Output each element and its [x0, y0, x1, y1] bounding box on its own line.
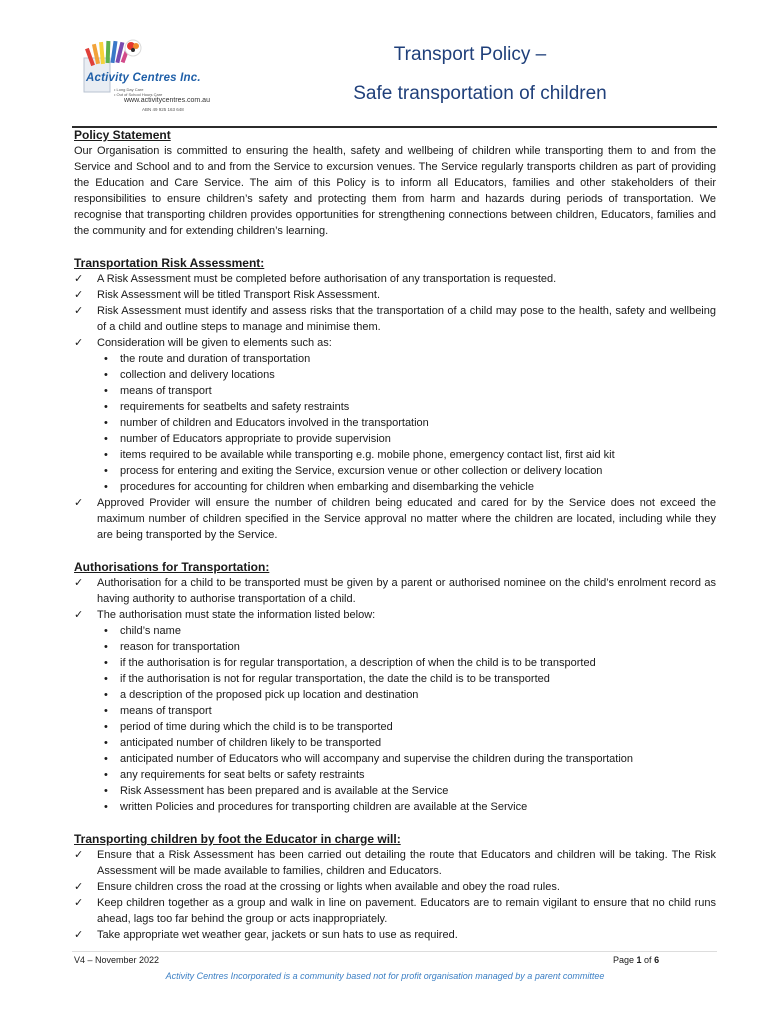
list-item: • collection and delivery locations [104, 369, 275, 381]
bullet-icon: • [104, 689, 108, 701]
bullet-icon: • [104, 705, 108, 717]
list-item: • anticipated number of Educators who will accompany and supervise the children during the transportation [104, 753, 634, 765]
list-item: ✓ A Risk Assessment must be completed before authorisation of any transportation is requested. [74, 273, 557, 285]
checkmark-icon: ✓ [74, 897, 84, 909]
bullet-icon: • [104, 625, 108, 637]
list-item: ✓ Consideration will be given to elements such as: • the route and duration of transportation • collection and delivery locations • means of transport • requirements for seatbelts and safety restraints • number of children and Educators involved in the transportation • number of Educators appropriate to provide supervision • items required to be available while transporting e.g. mobile phone, emergency contact list, first aid kit • process for entering and exiting the Service, excursion venue or other collection or delivery location • procedures for accounting for children when embarking and disembarking the vehicle [74, 335, 716, 495]
bullet-icon: • [104, 801, 108, 813]
logo-abn: ABN 49 925 163 648 [142, 107, 184, 112]
list-item: • items required to be available while transporting e.g. mobile phone, emergency contact list, first aid kit [104, 449, 615, 461]
list-item: • means of transport [104, 705, 212, 717]
transport-by-foot-heading: Transporting children by foot the Educator in charge will: [74, 832, 401, 846]
bullet-icon: • [104, 369, 108, 381]
list-item: • period of time during which the child is to be transported [104, 721, 393, 733]
authorisations-heading: Authorisations for Transportation: [74, 560, 270, 574]
bullet-icon: • [104, 465, 108, 477]
list-item: ✓ Authorisation for a child to be transported must be given by a parent or authorised nominee on the child’s enrolment record as having authority to authorise transportation of a child. [74, 577, 716, 605]
list-item: ✓ Keep children together as a group and walk in line on pavement. Educators are to remain vigilant to ensure that no child runs ahead, lags too far behind the group or acts inappropriately. [74, 897, 716, 925]
footer-tagline: Activity Centres Incorporated is a community based not for profit organisation managed by a parent committee [165, 971, 605, 981]
bullet-icon: • [104, 673, 108, 685]
bullet-icon: • [104, 433, 108, 445]
risk-assessment-list [74, 271, 716, 543]
policy-statement-heading: Policy Statement [74, 128, 171, 142]
bullet-icon: • [104, 785, 108, 797]
bullet-icon: • [104, 401, 108, 413]
list-item: ✓ Take appropriate wet weather gear, jackets or sun hats to use as required. [74, 929, 458, 941]
list-item: • means of transport [104, 385, 212, 397]
checkmark-icon: ✓ [74, 577, 84, 589]
bullet-icon: • [104, 641, 108, 653]
list-item: • reason for transportation [104, 641, 240, 653]
bullet-icon: • [104, 481, 108, 493]
bullet-icon: • [104, 449, 108, 461]
checkmark-icon: ✓ [74, 497, 84, 509]
list-item: • requirements for seatbelts and safety restraints [104, 401, 350, 413]
list-item: • any requirements for seat belts or safety restraints [104, 769, 365, 781]
list-item: • child’s name [104, 625, 181, 637]
list-item: • process for entering and exiting the Service, excursion venue or other collection or delivery location [104, 465, 603, 477]
bullet-icon: • [104, 753, 108, 765]
checkmark-icon: ✓ [74, 849, 84, 861]
list-item: • procedures for accounting for children when embarking and disembarking the vehicle [104, 481, 534, 493]
list-item: ✓ Ensure children cross the road at the crossing or lights when available and obey the road rules. [74, 881, 560, 893]
checkmark-icon: ✓ [74, 273, 84, 285]
list-item: ✓ Risk Assessment must identify and assess risks that the transportation of a child may pose to the health, safety and wellbeing of a child and outline steps to manage and minimise them. [74, 305, 716, 333]
document-body [74, 127, 716, 943]
list-item: • if the authorisation is not for regular transportation, the date the child is to be transported [104, 673, 550, 685]
bullet-icon: • [104, 657, 108, 669]
checkmark-icon: ✓ [74, 609, 84, 621]
checkmark-icon: ✓ [74, 337, 84, 349]
list-item: • anticipated number of children likely to be transported [104, 737, 382, 749]
list-item: • if the authorisation is for regular transportation, a description of when the child is to be transported [104, 657, 596, 669]
footer-divider [72, 951, 717, 952]
activity-centres-logo [78, 36, 228, 116]
bullet-icon: • [104, 353, 108, 365]
risk-assessment-heading: Transportation Risk Assessment: [74, 256, 265, 270]
list-item: • number of children and Educators involved in the transportation [104, 417, 429, 429]
logo-tagline-1: • Long Day Care [114, 87, 144, 92]
list-item: • the route and duration of transportation [104, 353, 311, 365]
list-item: ✓ Approved Provider will ensure the number of children being educated and cared for by the Service does not exceed the maximum number of children specified in the Service approval no matter where the children are located, including while they are being transported by the Service. [74, 497, 716, 541]
bullet-icon: • [104, 721, 108, 733]
list-item: • written Policies and procedures for transporting children are available at the Service [104, 801, 528, 813]
document-title-line1: Transport Policy – [393, 44, 547, 65]
authorisation-info-list [74, 623, 716, 815]
checkmark-icon: ✓ [74, 289, 84, 301]
bullet-icon: • [104, 769, 108, 781]
checkmark-icon: ✓ [74, 929, 84, 941]
policy-statement-text: Our Organisation is committed to ensuring the health, safety and wellbeing of children while transporting them to and from the Service and School and to and from the Service to excursion venues. The Service regularly transports children as part of providing the Education and Care Service. The aim of this Policy is to inform all Educators, families and other stakeholders of their responsibilities to ensure children’s safety and protecting them from harm and hazards during periods of transportation. We recognise that transporting children provides opportunities for strengthening connections between children, Educators, families and the community and for extending children’s learning. [74, 145, 716, 237]
bullet-icon: • [104, 417, 108, 429]
transport-by-foot-list [74, 847, 716, 943]
list-item: • number of Educators appropriate to provide supervision [104, 433, 391, 445]
document-title-line2: Safe transportation of children [353, 83, 607, 104]
list-item: ✓ The authorisation must state the information listed below: • child’s name • reason for transportation • if the authorisation is for regular transportation, a description of when the child is to be transported • if the authorisation is not for regular transportation, the date the child is to be transported • a description of the proposed pick up location and destination • means of transport • period of time during which the child is to be transported • anticipated number of children likely to be transported • anticipated number of Educators who will accompany and supervise the children during the transportation • any requirements for seat belts or safety restraints • Risk Assessment has been prepared and is available at the Service • written Policies and procedures for transporting children are available at the Service [74, 607, 716, 815]
logo-url: www.activitycentres.com.au [124, 97, 210, 104]
authorisations-list [74, 575, 716, 815]
logo-tagline-2: • Out of School Hours Care [114, 92, 163, 97]
checkmark-icon: ✓ [74, 305, 84, 317]
bullet-icon: • [104, 737, 108, 749]
checkmark-icon: ✓ [74, 881, 84, 893]
logo-brand-text: Activity Centres Inc. [86, 72, 201, 84]
footer-page-number: Page 1 of 6 [613, 955, 660, 965]
list-item: • a description of the proposed pick up location and destination [104, 689, 419, 701]
list-item: ✓ Risk Assessment will be titled Transport Risk Assessment. [74, 289, 381, 301]
bullet-icon: • [104, 385, 108, 397]
risk-elements-list [74, 351, 716, 495]
list-item: • Risk Assessment has been prepared and is available at the Service [104, 785, 449, 797]
footer-version: V4 – November 2022 [74, 955, 160, 965]
list-item: ✓ Ensure that a Risk Assessment has been carried out detailing the route that Educators and children will be taking. The Risk Assessment will be made available to families, children and Educators. [74, 849, 716, 877]
